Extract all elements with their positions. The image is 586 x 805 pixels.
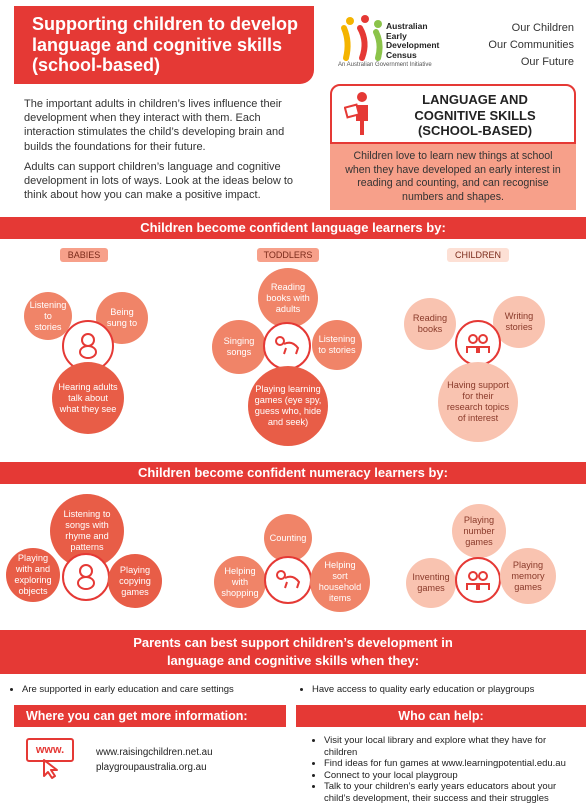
list-item: • Connect to your local playgroup [324, 770, 582, 782]
info-heading: Where you can get more information: [14, 705, 286, 727]
idea-circle: Reading books [404, 298, 456, 350]
baby-icon [62, 553, 110, 601]
list-item: • Are supported in early education and care settings [22, 684, 290, 695]
children-icon [455, 320, 501, 366]
idea-circle: Playing with and exploring objects [6, 548, 60, 602]
link-raising-children[interactable]: www.raisingchildren.net.au [96, 747, 213, 758]
idea-circle: Listening to stories [24, 292, 72, 340]
idea-circle: Helping with shopping [214, 556, 266, 608]
list-item: • Talk to your children’s early years educators about your child’s development, their success and their struggles [324, 781, 582, 804]
logo-text: Australian Early Development Census [386, 21, 440, 60]
language-section-heading: Children become confident language learners by: [0, 217, 586, 239]
parents-bullets [10, 684, 290, 695]
idea-circle: Playing memory games [500, 548, 556, 604]
idea-circle: Playing learning games (eye spy, guess who, hide and seek) [248, 366, 328, 446]
child-reading-icon [344, 90, 376, 138]
help-heading: Who can help: [296, 705, 586, 727]
intro-text [24, 97, 314, 208]
idea-circle: Inventing games [406, 558, 456, 608]
idea-circle: Playing copying games [108, 554, 162, 608]
title-line-2: language and cognitive skills [32, 34, 283, 55]
idea-circle: Reading books with adults [258, 268, 318, 328]
page-title [14, 6, 314, 84]
idea-circle: Being sung to [96, 292, 148, 344]
intro-paragraph-1: The important adults in children’s lives influence their development when they interact with them. Each interaction stimulates the child’s developing brain and builds the foundations for their future. [24, 98, 285, 153]
list-item: • Find ideas for fun games at www.learningpotential.edu.au [324, 758, 582, 770]
domain-description: Children love to learn new things at school when they have developed an early interest in reading and counting, and can recognise numbers and shapes. [330, 144, 576, 210]
idea-circle: Singing songs [212, 320, 266, 374]
cursor-icon [40, 758, 64, 780]
crawling-toddler-icon [264, 556, 312, 604]
babies-label: BABIES [60, 248, 108, 262]
idea-circle: Helping sort household items [310, 552, 370, 612]
logo-subtitle: An Australian Government Initiative [338, 62, 432, 68]
idea-circle: Writing stories [493, 296, 545, 348]
title-line-3: (school-based) [32, 55, 161, 75]
toddlers-label: TODDLERS [257, 248, 319, 262]
intro-paragraph-2: Adults can support children’s language and cognitive development in lots of ways. Look at the ideas below to think about how you can make a positive impact. [24, 160, 294, 202]
parents-section-heading: Parents can best support children’s development in language and cognitive skills when they: [0, 630, 586, 674]
title-line-1: Supporting children to develop [32, 14, 299, 34]
list-item: • Visit your local library and explore what they have for children [324, 735, 582, 758]
info-links [96, 745, 213, 775]
crawling-toddler-icon [263, 322, 311, 370]
idea-circle: Listening to songs with rhyme and patterns [50, 494, 124, 568]
www-icon: www. [26, 738, 74, 762]
parents-bullets [300, 684, 580, 695]
idea-circle: Listening to stories [312, 320, 362, 370]
help-bullets [312, 735, 582, 804]
idea-circle: Hearing adults talk about what they see [52, 362, 124, 434]
numeracy-section-heading: Children become confident numeracy learners by: [0, 462, 586, 484]
idea-circle: Playing number games [452, 504, 506, 558]
children-icon [455, 557, 501, 603]
tagline: Our Children Our Communities Our Future [488, 22, 574, 68]
link-playgroup-australia[interactable]: playgroupaustralia.org.au [96, 762, 207, 773]
idea-circle: Having support for their research topics of interest [438, 362, 518, 442]
domain-title: LANGUAGE AND COGNITIVE SKILLS (SCHOOL-BASED) [414, 92, 536, 138]
list-item: • Have access to quality early education or playgroups [312, 684, 580, 695]
idea-circle: Counting [264, 514, 312, 562]
children-label: CHILDREN [447, 248, 509, 262]
